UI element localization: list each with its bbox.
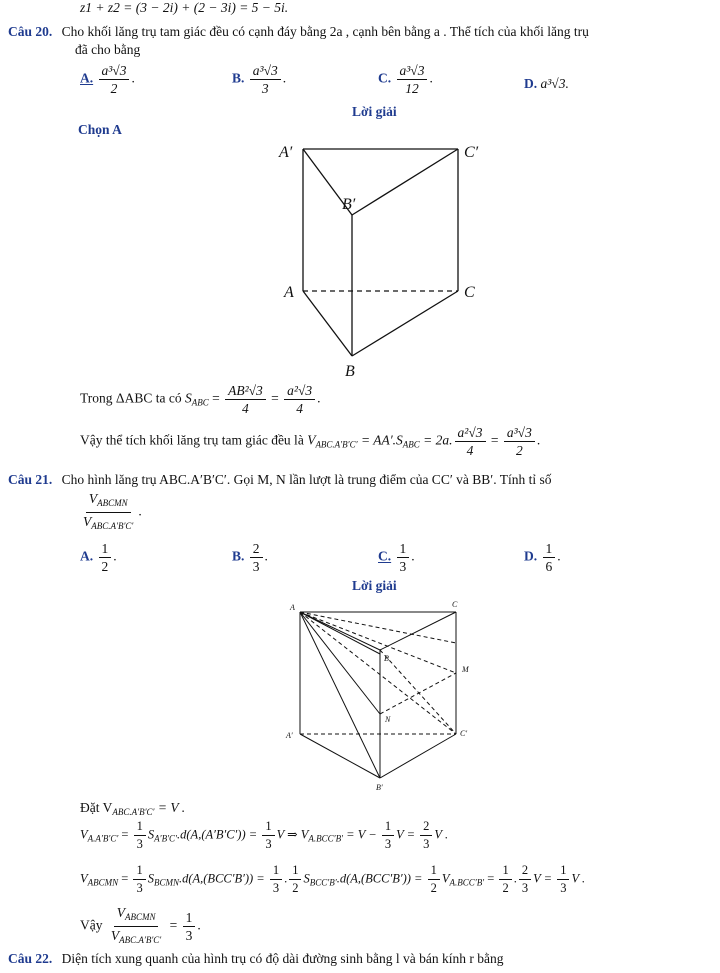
q21-l2-f: .d(A,(BCC′B′)) = (336, 871, 423, 886)
q21-l2-f7-den: 3 (560, 881, 567, 895)
q21-l2-b: = (121, 871, 129, 886)
q21-l1-c: S (147, 827, 155, 842)
q21-concl-den: 3 (185, 928, 193, 943)
q20-solution-title: Lời giải (352, 104, 397, 119)
q21-l2-f3-num: 1 (289, 862, 301, 880)
edge-ab (303, 291, 352, 356)
label-c: C (452, 600, 458, 609)
q21-concl-end: . (197, 917, 201, 933)
q21-set-line (80, 800, 185, 817)
q20-line1 (8, 24, 589, 40)
q21-l1-g: V = (396, 827, 416, 842)
q21-l2-f4-den: 2 (430, 881, 437, 895)
q21-l2-c: S (147, 871, 154, 886)
label-a: A (284, 284, 294, 301)
q21-ratio-num-sub: ABCMN (97, 498, 128, 508)
q20-solution-line1 (80, 382, 321, 417)
q20-line2-eq: = (490, 432, 499, 448)
q20-line2-f2-num: a³√3 (504, 424, 535, 442)
q20-line2-f2-den: 2 (515, 443, 523, 458)
top-equation: z1 + z2 = (3 − 2i) + (2 − 3i) = 5 − 5i. (80, 0, 289, 15)
q21-l1-f3-den: 3 (384, 837, 392, 851)
q20-line1-eq2: = (271, 390, 279, 406)
q21-l1-f1-den: 3 (136, 837, 143, 851)
label-m: M (462, 665, 469, 674)
q21-option-d-num: 1 (543, 540, 556, 558)
q20-line1-f1-den: 4 (242, 401, 249, 416)
q20-line2-end: . (536, 432, 541, 448)
q20-option-a[interactable] (80, 62, 135, 97)
q21-l1-f4-num: 2 (420, 818, 432, 836)
q20-option-c[interactable] (378, 62, 433, 97)
q21-set-line-text: Đặt V (80, 800, 113, 815)
q22-text: Diện tích xung quanh của hình trụ có độ dài đường sinh bằng l và bán kính r bằng (61, 951, 504, 966)
q21-label: Câu 21. (8, 472, 53, 487)
q21-l2-h: = (487, 871, 495, 886)
q21-option-d-den: 6 (545, 559, 553, 574)
q20-option-c-den: 12 (405, 81, 419, 96)
q21-l2-f5-num: 1 (499, 862, 511, 880)
q20-prism-figure (270, 136, 500, 381)
q20-line2-f1-num: a²√3 (455, 424, 486, 442)
edge-bc (352, 291, 458, 356)
q21-l2-f6-den: 3 (521, 881, 529, 895)
q21-l1-f: = V − (346, 827, 377, 842)
q20-option-c-num: a³√3 (397, 62, 428, 80)
q20-option-d-letter: D. (524, 76, 538, 91)
q21-l1-b: = (121, 827, 129, 842)
label-b1: B′ (376, 783, 383, 792)
q21-l2-a-sub: ABCMN (87, 877, 119, 888)
q20-option-b-num: a³√3 (250, 62, 281, 80)
edge-b1c1 (352, 149, 458, 215)
q20-option-c-tail: . (429, 70, 433, 86)
label-b: B (345, 363, 355, 380)
q21-l1-a: V (80, 827, 88, 842)
q20-option-d-text: a³√3. (540, 76, 569, 91)
q21-l1-f2-num: 1 (262, 818, 274, 836)
q21-concl-ratio-den: V (110, 928, 120, 943)
segment-nm-hidden (380, 673, 456, 714)
q21-option-b-num: 2 (250, 540, 263, 558)
segment-bm-hidden (380, 650, 456, 734)
q21-l2-f4-num: 1 (428, 862, 440, 880)
q20-solution-line2 (80, 424, 540, 459)
q21-line1 (8, 472, 551, 488)
q21-ratio-den: V (83, 514, 92, 529)
q21-option-c[interactable]: C. $\frac{1}{3}$ . (378, 541, 415, 574)
q20-line1-sub: ABC (191, 397, 209, 408)
q21-l2-dot: . (284, 871, 288, 886)
q21-l1-e-sub: A.BCC′B′ (308, 833, 344, 844)
segment-ac1-hidden (300, 612, 456, 734)
q21-l1-f3-num: 1 (382, 818, 394, 836)
top-rhs: (3 − 2i) + (2 − 3i) = 5 − 5i. (135, 0, 289, 15)
label-b1: B′ (342, 196, 356, 213)
q21-set-tail: = V . (157, 800, 186, 815)
q20-option-d[interactable] (524, 76, 569, 92)
q21-l2-g: V (441, 871, 450, 886)
q21-l2-f1-den: 3 (136, 881, 143, 895)
q21-ratio: $\frac{V_{ABCMN}}{V_{ABC.A'B'C'}}$ . (83, 491, 142, 531)
q20-line2-mid: = AA′.S (360, 432, 403, 448)
q20-line2-sub2: ABC (402, 439, 420, 450)
q20-line1-end: . (317, 390, 321, 406)
q21-l1-h: V . (434, 827, 449, 842)
q21-ratio-num: V (88, 491, 98, 506)
q21-set-sub: ABC.A′B′C′ (112, 807, 155, 817)
q20-text1: Cho khối lăng trụ tam giác đều có cạnh đáy bằng 2a , cạnh bên bằng a . Thể tích của khối lăng trụ (61, 24, 589, 39)
label-n: N (385, 715, 391, 724)
q21-l1-f2-den: 3 (265, 837, 272, 851)
q20-option-a-num: a³√3 (99, 62, 130, 80)
q21-l2-f6-num: 2 (519, 862, 531, 880)
q21-option-c-letter: C. (378, 548, 392, 564)
q21-l2-f7-num: 1 (557, 862, 569, 880)
q21-option-d[interactable]: D. $\frac{1}{6}$ . (524, 541, 561, 574)
q21-option-a-letter: A. (80, 548, 94, 564)
q20-line2-sub: ABC.A′B′C′ (315, 439, 358, 450)
q20-line1-f1-num: AB²√3 (225, 382, 266, 400)
label-a: A (290, 603, 295, 612)
q21-option-c-num: 1 (397, 540, 410, 558)
q20-line2-f1-den: 4 (466, 443, 474, 458)
q21-option-b[interactable]: B. $\frac{2}{3}$ . (232, 541, 268, 574)
q22-line (8, 951, 504, 967)
edge-a1b1 (300, 734, 380, 778)
q20-line2-v: V (307, 432, 316, 448)
label-c1: C′ (460, 729, 468, 738)
q21-l2-dot2: . (513, 871, 517, 886)
q21-conclusion (80, 904, 201, 949)
q20-line1-eq: = (212, 390, 220, 406)
q20-line1-pre: Trong ΔABC ta có (80, 390, 182, 406)
q20-line2: đã cho bằng (75, 42, 141, 57)
q21-solution-line2 (80, 862, 585, 897)
q21-l2-c-sub: BCMN (153, 877, 179, 888)
segment-ab1 (300, 612, 380, 778)
q21-l2-f1-num: 1 (133, 862, 145, 880)
q21-concl-ratio-num: V (116, 905, 125, 920)
top-lhs: z1 + z2 (80, 0, 120, 15)
q21-l2-j: V . (571, 871, 586, 886)
edge-bc (380, 612, 456, 650)
q20-option-b[interactable] (232, 62, 286, 97)
q21-option-c-den: 3 (399, 559, 407, 574)
q20-option-a-letter: A. (80, 70, 94, 86)
q21-l1-d: .d(A,(A′B′C′)) = (177, 827, 258, 842)
label-a1: A′ (279, 144, 293, 161)
q20-line1-s: S (184, 390, 192, 406)
q21-option-d-letter: D. (524, 548, 538, 564)
label-c: C (464, 284, 475, 301)
q21-l1-c-sub: A′B′C′ (154, 833, 178, 844)
q21-l2-f2-num: 1 (270, 862, 282, 880)
q21-option-b-den: 3 (252, 559, 260, 574)
q21-option-a[interactable]: A. $\frac{1}{2}$ . (80, 541, 117, 574)
label-b: B (384, 654, 389, 663)
q21-l1-a-sub: A.A′B′C′ (87, 833, 119, 844)
q21-l2-f5-den: 2 (502, 881, 509, 895)
q21-prism-figure (280, 598, 480, 794)
q20-option-a-den: 2 (110, 81, 118, 96)
q21-l2-i: V = (533, 871, 553, 886)
q21-l2-g-sub: A.BCC′B′ (449, 877, 485, 888)
q20-option-b-tail: . (282, 70, 287, 86)
segment-ac-to-b (300, 612, 380, 654)
segment-a-c-upper-hidden (300, 612, 456, 643)
q20-option-c-letter: C. (378, 70, 392, 86)
q21-solution-title: Lời giải (352, 578, 397, 593)
q20-option-b-den: 3 (261, 81, 269, 96)
q21-concl-eq: = (169, 917, 178, 933)
q21-concl-pre: Vậy (80, 917, 103, 933)
q20-option-b-letter: B. (232, 70, 245, 86)
q21-l2-d: .d(A,(BCC′B′)) = (178, 871, 265, 886)
q21-ratio-den-sub: ABC.A′B′C′ (91, 521, 134, 531)
q21-l1-e: V ⇒ V (276, 827, 309, 842)
q20-option-a-tail: . (131, 70, 135, 86)
q20-chosen-answer: Chọn A (78, 122, 122, 137)
label-a1: A′ (286, 731, 293, 740)
q21-concl-ratio-num-sub: ABCMN (124, 912, 156, 922)
q21-solution-line1 (80, 818, 448, 853)
q21-l2-f3-den: 2 (292, 881, 299, 895)
q21-l1-f4-den: 3 (423, 837, 430, 851)
q20-line2-pre: Vậy thể tích khối lăng trụ tam giác đều là (80, 432, 304, 448)
label-c1: C′ (464, 144, 479, 161)
q21-option-b-letter: B. (232, 548, 245, 564)
q21-l2-e-sub: BCC′B′ (309, 877, 337, 888)
q20-label: Câu 20. (8, 24, 53, 39)
q21-option-a-num: 1 (99, 540, 112, 558)
q21-option-a-den: 2 (101, 559, 109, 574)
q21-concl-num: 1 (183, 909, 196, 927)
q21-l2-e: S (303, 871, 310, 886)
q21-l2-a: V (80, 871, 88, 886)
q21-concl-ratio-den-sub: ABC.A′B′C′ (119, 935, 162, 945)
edge-b1c1 (380, 734, 456, 778)
q20-line1-f2-num: a²√3 (284, 382, 315, 400)
q20-line2-mid2: = 2a. (423, 432, 453, 448)
q21-text1: Cho hình lăng trụ ABC.A′B′C′. Gọi M, N lần lượt là trung điểm của CC′ và BB′. Tính tỉ số (61, 472, 552, 487)
edge-ab (300, 612, 380, 650)
q21-l1-f1-num: 1 (134, 818, 146, 836)
q22-label: Câu 22. (8, 951, 53, 966)
q21-l2-f2-den: 3 (272, 881, 280, 895)
q20-line1-f2-den: 4 (296, 401, 304, 416)
